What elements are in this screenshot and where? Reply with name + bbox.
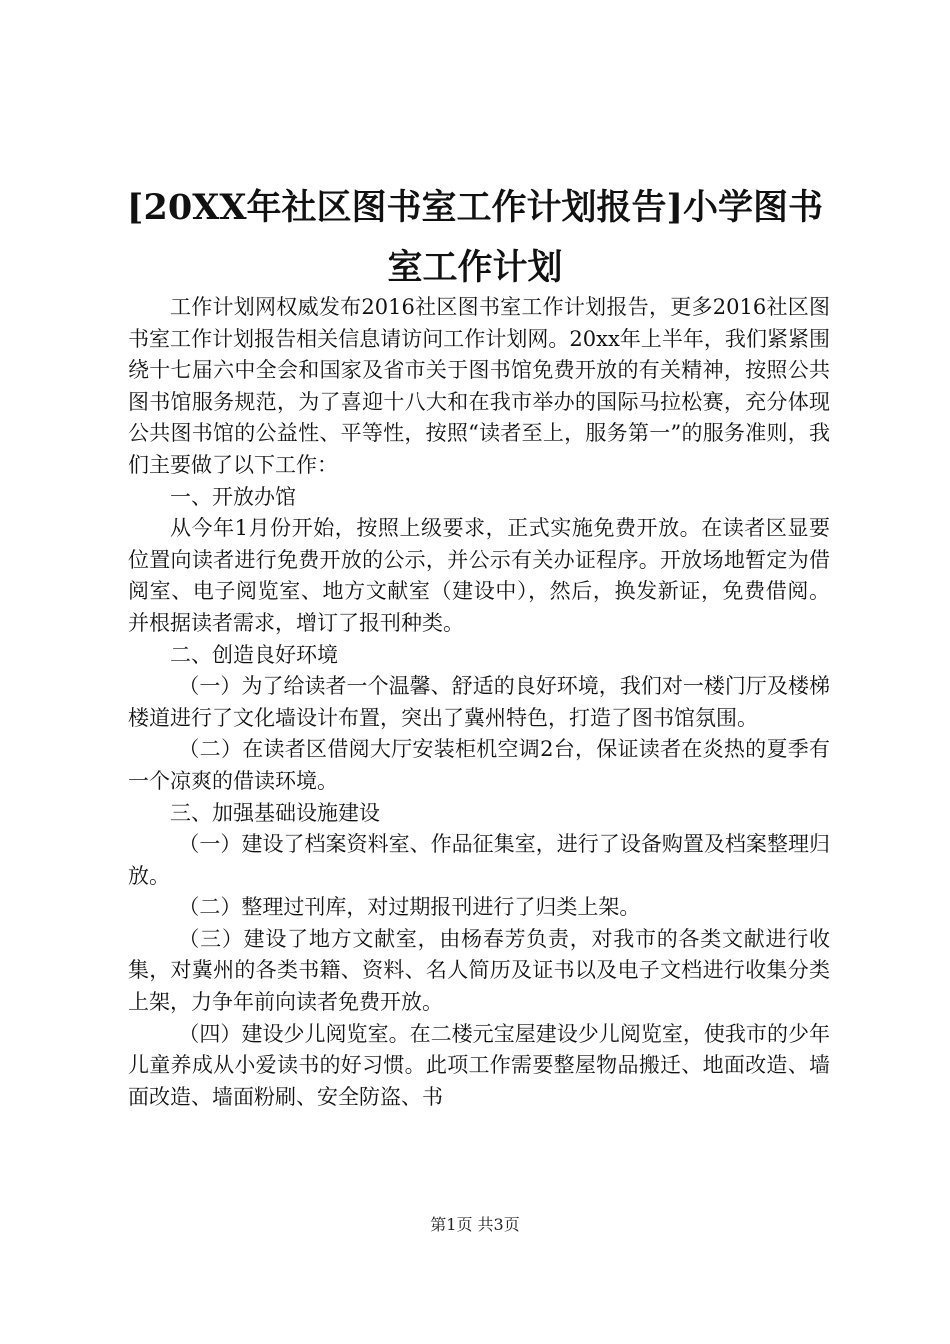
section-heading-2: 二、创造良好环境 [170, 642, 338, 667]
paragraph-section-2-item-1: （一）为了给读者一个温馨、舒适的良好环境，我们对一楼门厅及楼梯楼道进行了文化墙设计布置，突出了冀州特色，打造了图书馆氛围。 [128, 674, 830, 730]
page-footer: 第1页 共3页 [430, 1215, 520, 1234]
section-heading-1: 一、开放办馆 [170, 484, 296, 509]
section-heading-3: 三、加强基础设施建设 [170, 800, 380, 825]
document-body [128, 292, 830, 1113]
paragraph-section-2-item-2: （二）在读者区借阅大厅安装柜机空调2台，保证读者在炎热的夏季有一个凉爽的借读环境。 [128, 737, 830, 793]
paragraph-section-3-item-4: （四）建设少儿阅览室。在二楼元宝屋建设少儿阅览室，使我市的少年儿童养成从小爱读书的好习惯。此项工作需要整屋物品搬迁、地面改造、墙面改造、墙面粉刷、安全防盗、书 [128, 1021, 830, 1109]
paragraph-intro: 工作计划网权威发布2016社区图书室工作计划报告，更多2016社区图书室工作计划报告相关信息请访问工作计划网。20xx年上半年，我们紧紧围绕十七届六中全会和国家及省市关于图书馆免费开放的有关精神，按照公共图书馆服务规范，为了喜迎十八大和在我市举办的国际马拉松赛，充分体现公共图书馆的公益性、平等性，按照“读者至上，服务第一”的服务准则，我们主要做了以下工作： [128, 295, 830, 477]
paragraph-section-3-item-3: （三）建设了地方文献室，由杨春芳负责，对我市的各类文献进行收集，对冀州的各类书籍、资料、名人简历及证书以及电子文档进行收集分类上架，力争年前向读者免费开放。 [128, 926, 830, 1015]
title-line-1: [20XX年社区图书室工作计划报告]小学图书 [126, 187, 824, 228]
paragraph-section-3-item-2: （二）整理过刊库，对过期报刊进行了归类上架。 [178, 895, 641, 920]
title-line-2: 室工作计划 [387, 247, 563, 288]
paragraph-section-3-item-1: （一）建设了档案资料室、作品征集室，进行了设备购置及档案整理归放。 [128, 832, 830, 888]
paragraph-section-1: 从今年1月份开始，按照上级要求，正式实施免费开放。在读者区显要位置向读者进行免费开放的公示，并公示有关办证程序。开放场地暂定为借阅室、电子阅览室、地方文献室（建设中），然后，换发新证，免费借阅。并根据读者需求，增订了报刊种类。 [128, 516, 830, 635]
document-title [120, 178, 830, 298]
